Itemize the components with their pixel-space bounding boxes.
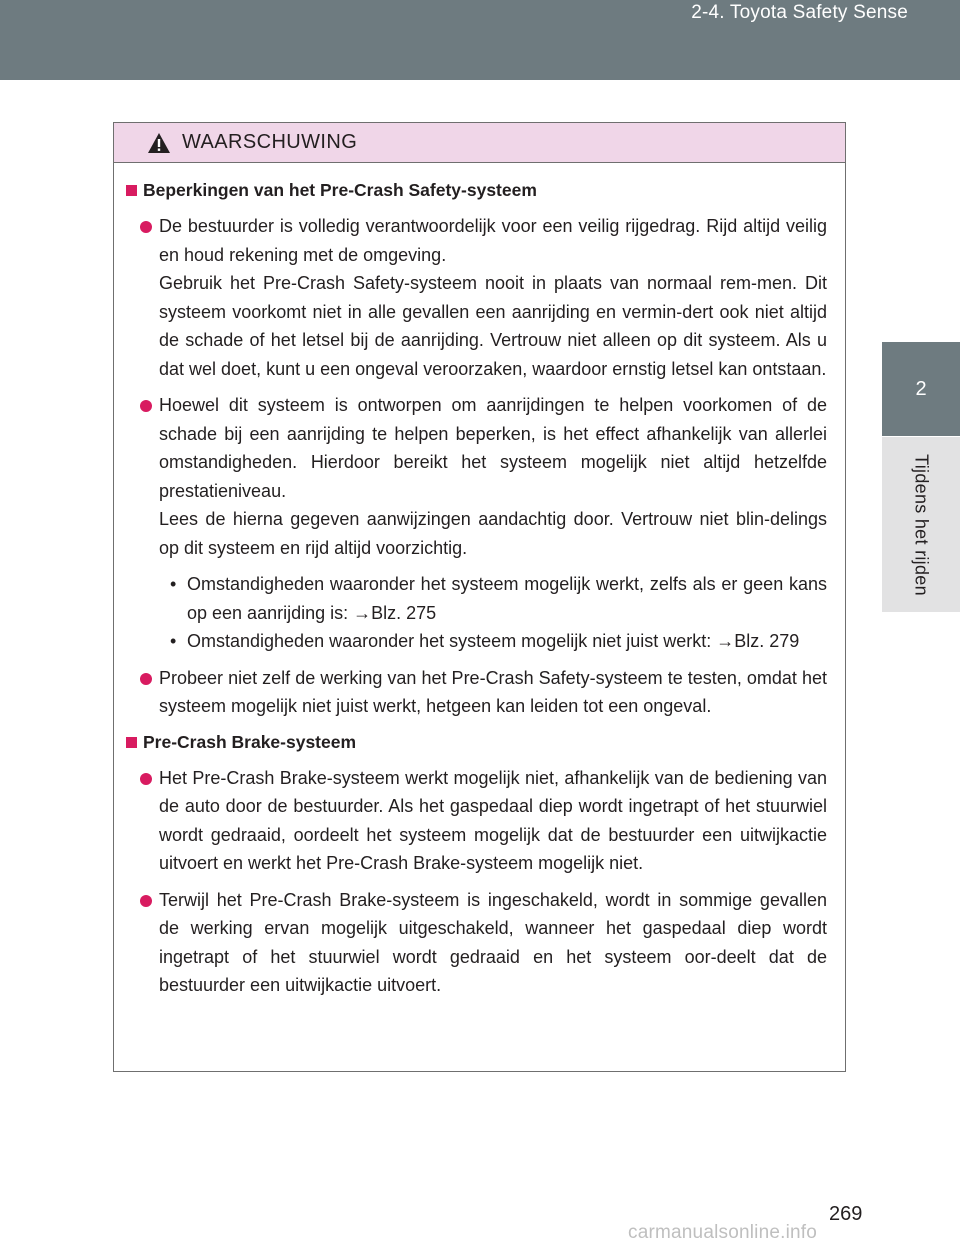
round-bullet-icon [140,673,152,685]
square-bullet-icon [126,737,137,748]
bullet-item [126,886,827,1000]
bullet-item [126,212,827,383]
section-title: 2-4. Toyota Safety Sense [691,2,908,23]
page-number: 269 [829,1203,863,1225]
warning-title: WAARSCHUWING [182,131,358,153]
bullet-paragraph: Het Pre-Crash Brake-systeem werkt mogelijk niet, afhankelijk van de bediening van de auto door de bestuurder. Als het gaspedaal diep wordt ingetrapt of het stuurwiel wordt gedraaid, oordeelt het systeem mogelijk dat de bestuurder een uitwijkactie uitvoert en werkt het Pre-Crash Brake-systeem mogelijk niet. [159,767,827,873]
chapter-number: 2 [915,377,927,400]
bullet-paragraph: De bestuurder is volledig verantwoordelijk voor een veilig rijgedrag. Rijd altijd veilig en houd rekening met de omgeving. [159,216,827,265]
bullet-item [126,391,827,562]
header-band [0,0,960,80]
round-bullet-icon [140,895,152,907]
bullet-paragraph: Probeer niet zelf de werking van het Pre-Crash Safety-systeem te testen, omdat het systeem mogelijk niet juist werkt, hetgeen kan leiden tot een ongeval. [159,667,827,716]
chapter-tab-number[interactable] [882,342,960,436]
bullet-item [126,764,827,878]
round-bullet-icon [140,400,152,412]
warning-triangle-icon [147,132,171,154]
section-heading-text: Pre-Crash Brake-systeem [143,731,357,752]
chapter-label: Tijdens het rijden [911,453,932,596]
warning-header [114,123,845,163]
round-bullet-icon [140,221,152,233]
sub-bullet-mark: • [170,631,177,651]
sub-list-text: Omstandigheden waaronder het systeem mogelijk werkt, zelfs als er geen kans op een aanrijding is: →Blz. 275 [187,574,827,623]
section-heading [126,729,827,756]
bullet-paragraph: Gebruik het Pre-Crash Safety-systeem nooit in plaats van normaal rem-men. Dit systeem voorkomt niet in alle gevallen een aanrijding en vermin-dert ook niet altijd de schade of het letsel bij de aanrijding. Vertrouw niet alleen op dit systeem. Als u dat wel doet, kunt u een ongeval veroorzaken, waardoor ernstig letsel kan ontstaan. [159,273,827,379]
sub-bullet-mark: • [170,574,177,594]
bullet-item [126,664,827,721]
bullet-paragraph: Terwijl het Pre-Crash Brake-systeem is ingeschakeld, wordt in sommige gevallen de werking ervan mogelijk uitgeschakeld, wanneer het gaspedaal diep wordt ingetrapt of het stuurwiel wordt gedraaid en het systeem oor-deelt dat de bestuurder een uitwijkactie uitvoert. [159,889,827,995]
section-heading-text: Beperkingen van het Pre-Crash Safety-systeem [143,180,537,200]
bullet-paragraph: Hoewel dit systeem is ontworpen om aanrijdingen te helpen voorkomen of de schade bij een aanrijding te helpen beperken, is het effect afhankelijk van allerlei omstandigheden. Hierdoor bereikt het systeem mogelijk niet altijd hetzelfde prestatieniveau. [159,395,827,501]
watermark: carmanualsonline.info [628,1222,818,1243]
chapter-tab-label[interactable] [882,437,960,612]
sub-list-item [126,627,827,656]
bullet-paragraph: Lees de hierna gegeven aanwijzingen aandachtig door. Vertrouw niet blin-delings op dit systeem en rijd altijd voorzichtig. [159,509,827,558]
sub-list [126,570,827,656]
square-bullet-icon [126,185,137,196]
sub-list-text: Omstandigheden waaronder het systeem mogelijk niet juist werkt: →Blz. 279 [187,631,800,651]
warning-body [114,163,845,1000]
round-bullet-icon [140,773,152,785]
section-heading [126,177,827,204]
warning-box [113,122,846,1072]
sub-list-item [126,570,827,627]
